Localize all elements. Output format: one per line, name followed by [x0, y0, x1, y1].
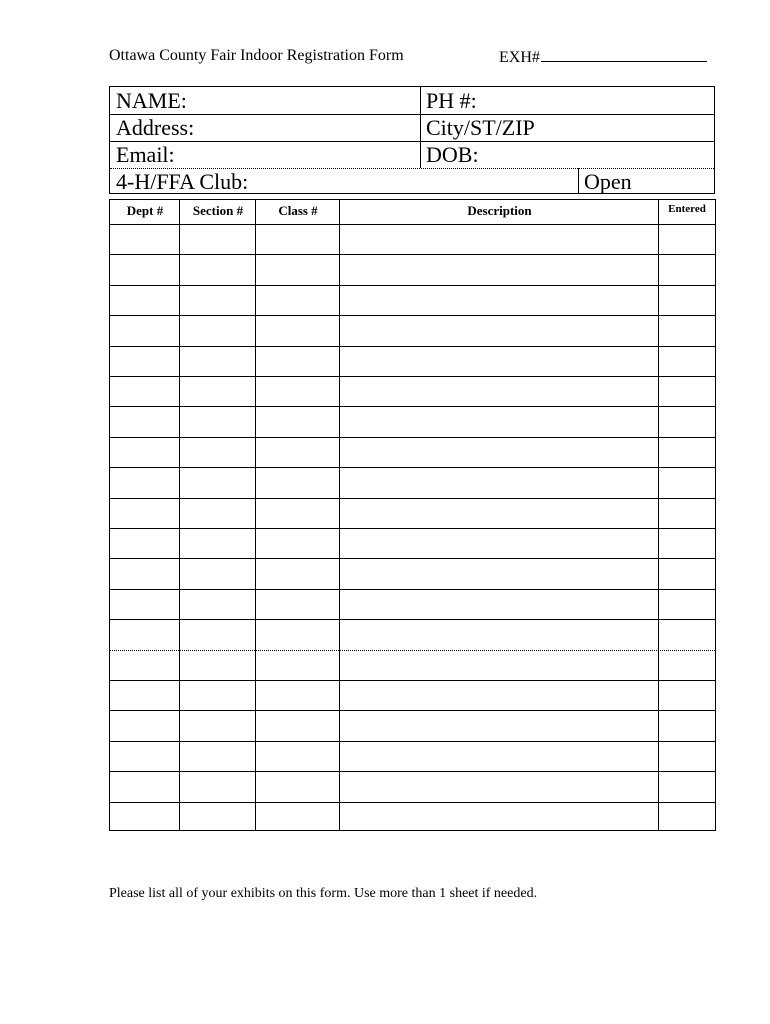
- column-header-section: Section #: [192, 203, 244, 218]
- table-row[interactable]: [110, 437, 715, 438]
- table-row[interactable]: [110, 346, 715, 347]
- city-state-zip-field[interactable]: [420, 114, 714, 141]
- table-row[interactable]: [110, 802, 715, 803]
- info-divider: [110, 168, 714, 169]
- email-label: Email:: [116, 142, 175, 167]
- info-row-name: [110, 87, 714, 114]
- column-divider: [339, 200, 340, 830]
- form-title: Ottawa County Fair Indoor Registration Form: [109, 47, 404, 64]
- table-row[interactable]: [110, 558, 715, 559]
- column-header-description: Description: [467, 203, 532, 218]
- club-label: 4-H/FFA Club:: [116, 169, 249, 194]
- info-divider: [110, 141, 714, 142]
- table-row[interactable]: [110, 650, 715, 651]
- address-field[interactable]: [110, 114, 420, 141]
- table-row[interactable]: [110, 285, 715, 286]
- city-state-zip-label: City/ST/ZIP: [426, 115, 535, 140]
- open-label: Open: [584, 169, 632, 194]
- info-column-divider: [420, 87, 421, 168]
- column-divider: [255, 200, 256, 830]
- table-row[interactable]: [110, 315, 715, 316]
- column-divider: [658, 200, 659, 830]
- table-row[interactable]: [110, 710, 715, 711]
- exhibit-number-blank[interactable]: [541, 47, 707, 62]
- table-row[interactable]: [110, 680, 715, 681]
- table-row[interactable]: [110, 619, 715, 620]
- info-divider: [110, 114, 714, 115]
- address-label: Address:: [116, 115, 195, 140]
- exhibit-number-label: EXH#: [499, 49, 540, 66]
- name-label: NAME:: [116, 88, 187, 113]
- registrant-info-box: [109, 86, 715, 194]
- table-row[interactable]: [110, 741, 715, 742]
- footer-note: Please list all of your exhibits on this form. Use more than 1 sheet if needed.: [109, 886, 538, 901]
- info-row-address: [110, 114, 714, 141]
- exhibit-table: [109, 199, 716, 831]
- table-row[interactable]: [110, 254, 715, 255]
- name-field[interactable]: [110, 87, 420, 114]
- column-header-entered: Entered: [668, 203, 706, 215]
- info-column-divider: [578, 168, 579, 194]
- info-row-email: [110, 141, 714, 168]
- table-row[interactable]: [110, 224, 715, 225]
- dob-label: DOB:: [426, 142, 479, 167]
- dob-field[interactable]: [420, 141, 714, 168]
- column-header-class: Class #: [278, 203, 318, 218]
- table-row[interactable]: [110, 467, 715, 468]
- email-field[interactable]: [110, 141, 420, 168]
- phone-label: PH #:: [426, 88, 477, 113]
- info-row-club: [110, 168, 714, 195]
- table-row[interactable]: [110, 528, 715, 529]
- column-header-dept: Dept #: [126, 203, 164, 218]
- column-divider: [179, 200, 180, 830]
- phone-field[interactable]: [420, 87, 714, 114]
- exhibit-number-field[interactable]: [499, 47, 707, 67]
- open-field[interactable]: [578, 168, 714, 195]
- club-field[interactable]: [110, 168, 578, 195]
- table-row[interactable]: [110, 771, 715, 772]
- table-row[interactable]: [110, 498, 715, 499]
- table-row[interactable]: [110, 406, 715, 407]
- table-row[interactable]: [110, 376, 715, 377]
- table-row[interactable]: [110, 589, 715, 590]
